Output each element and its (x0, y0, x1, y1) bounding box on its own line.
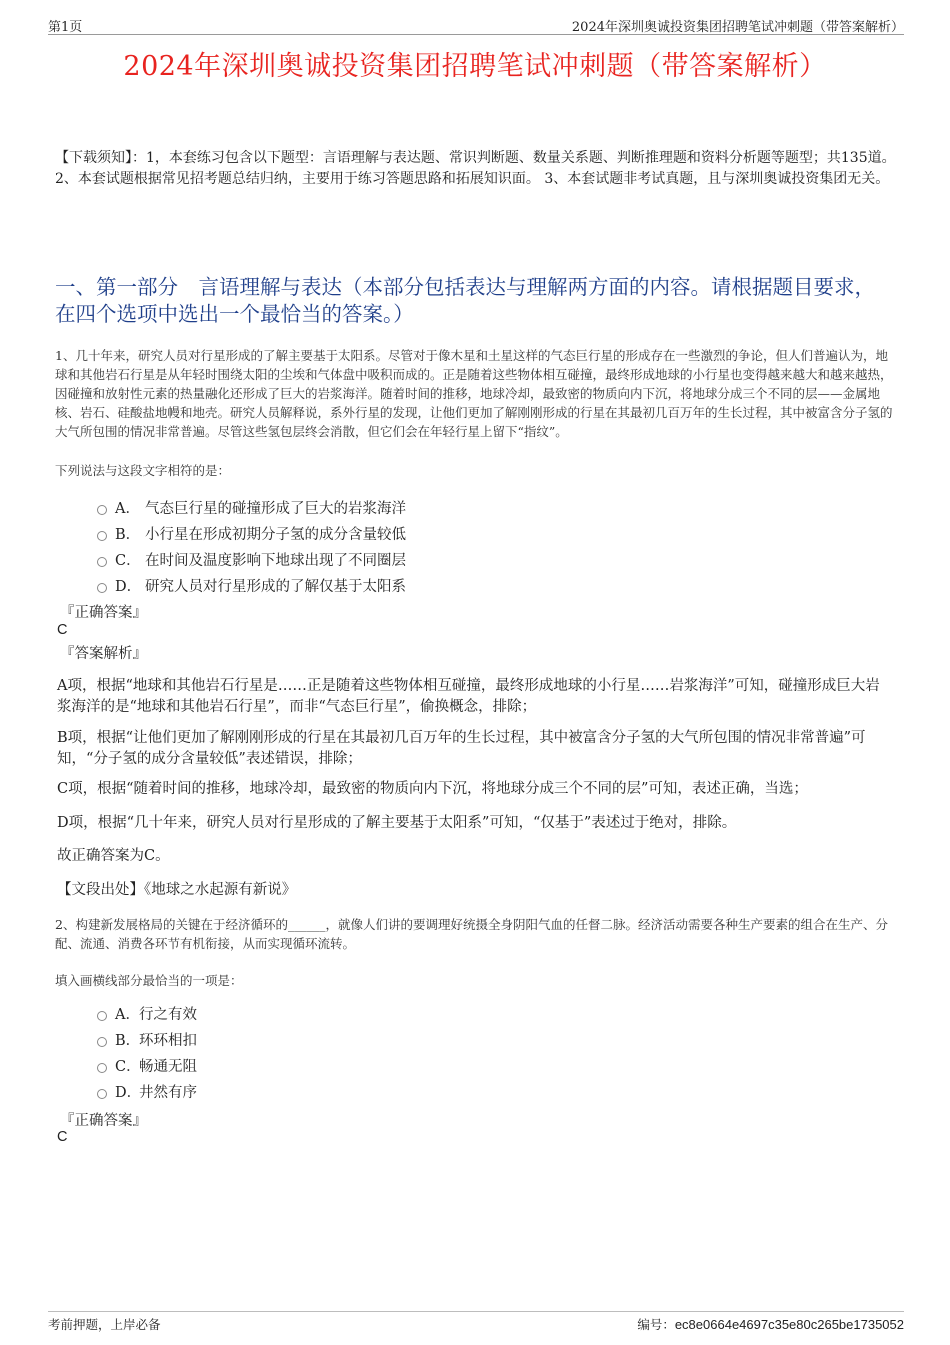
radio-button-icon[interactable] (97, 531, 107, 541)
code-label: 编号： (637, 1317, 675, 1332)
correct-answer: C (57, 622, 68, 638)
option-b[interactable]: B． 环环相扣 (97, 1026, 197, 1052)
radio-button-icon[interactable] (97, 1063, 107, 1073)
radio-button-icon[interactable] (97, 1011, 107, 1021)
option-text: 研究人员对行星形成的了解仅基于太阳系 (145, 578, 406, 595)
option-d[interactable]: D． 井然有序 (97, 1078, 197, 1104)
correct-answer-label: 『正确答案』 (60, 1113, 147, 1129)
option-d[interactable]: D． 研究人员对行星形成的了解仅基于太阳系 (97, 572, 406, 598)
correct-answer: C (57, 1129, 68, 1145)
document-title: 2024年深圳奥诚投资集团招聘笔试冲刺题（带答案解析） (123, 51, 827, 82)
option-text: 井然有序 (139, 1084, 197, 1101)
source-citation: 【文段出处】《地球之水起源有新说》 (57, 882, 297, 898)
question-2-stem: 2、构建新发展格局的关键在于经济循环的______，就像人们讲的要调理好统摄全身阴阳气血的任督二脉。经济活动需要各种生产要素的组合在生产、分配、流通、消费各环节有机衔接，从而实现循环流转。 (55, 917, 888, 951)
correct-answer-label: 『正确答案』 (60, 605, 147, 621)
question-1-options (97, 494, 406, 598)
option-a[interactable]: A． 行之有效 (97, 1000, 197, 1026)
radio-button-icon[interactable] (97, 1089, 107, 1099)
option-text: 行之有效 (139, 1006, 197, 1023)
analysis-b: B项，根据“让他们更加了解刚刚形成的行星在其最初几百万年的生长过程，其中被富含分子氢的大气所包围的情况非常普遍”可知，“分子氢的成分含量较低”表述错误，排除； (57, 730, 866, 767)
analysis-c: C项，根据“随着时间的推移，地球冷却，最致密的物质向内下沉，将地球分成三个不同的层”可知，表述正确，当选； (57, 781, 808, 797)
option-c[interactable]: C． 在时间及温度影响下地球出现了不同圈层 (97, 546, 406, 572)
radio-button-icon[interactable] (97, 505, 107, 515)
header-doc-title: 2024年深圳奥诚投资集团招聘笔试冲刺题（带答案解析） (571, 20, 904, 35)
analysis-label: 『答案解析』 (60, 646, 147, 662)
question-1-stem: 1、几十年来，研究人员对行星形成的了解主要基于太阳系。尽管对于像木星和土星这样的气态巨行星的形成存在一些激烈的争论，但人们普遍认为，地球和其他岩石行星是从年轻时围绕太阳的尘埃和气体盘中吸积而成的。正是随着这些物体相互碰撞，最终形成地球的小行星也变得越来越大和越来越热，因碰撞和放射性元素的热量融化还形成了巨大的岩浆海洋。随着时间的推移，地球冷却，最致密的物质向内下沉，将地球分成三个不同的层——金属地核、岩石、硅酸盐地幔和地壳。研究人员解释说，系外行星的发现，让他们更加了解刚刚形成的行星在其最初几百万年的生长过程，其中被富含分子氢的大气所包围的情况非常普遍。尽管这些氢包层终会消散，但它们会在年轻行星上留下“指纹”。 (55, 348, 893, 439)
code-value: ec8e0664e4697c35e80c265be1735052 (674, 1317, 904, 1332)
document-code (637, 1315, 904, 1333)
option-text: 环环相扣 (139, 1032, 197, 1049)
option-text: 在时间及温度影响下地球出现了不同圈层 (145, 552, 406, 569)
page-footer (48, 1311, 904, 1332)
question-2-options (97, 1000, 197, 1104)
option-c[interactable]: C． 畅通无阻 (97, 1052, 197, 1078)
radio-button-icon[interactable] (97, 1037, 107, 1047)
footer-slogan: 考前押题，上岸必备 (48, 1317, 161, 1332)
download-notice: 【下载须知】：1，本套练习包含以下题型：言语理解与表达题、常识判断题、数量关系题、判断推理题和资料分析题等题型；共135道。 2、本套试题根据常见招考题总结归纳，主要用于练习答题思路和拓展知识面。 3、本套试题非考试真题，且与深圳奥诚投资集团无关。 (55, 150, 896, 187)
analysis-d: D项，根据“几十年来，研究人员对行星形成的了解主要基于太阳系”可知，“仅基于”表述过于绝对，排除。 (57, 815, 737, 831)
analysis-a: A项，根据“地球和其他岩石行星是……正是随着这些物体相互碰撞，最终形成地球的小行星……岩浆海洋”可知，碰撞形成巨大岩浆海洋的是“地球和其他岩石行星”，而非“气态巨行星”，偷换概念，排除； (57, 678, 880, 715)
radio-button-icon[interactable] (97, 557, 107, 567)
option-a[interactable]: A． 气态巨行星的碰撞形成了巨大的岩浆海洋 (97, 494, 406, 520)
question-2-prompt: 填入画横线部分最恰当的一项是： (55, 973, 243, 988)
page-number: 第1页 (48, 20, 83, 35)
radio-button-icon[interactable] (97, 583, 107, 593)
question-1-prompt: 下列说法与这段文字相符的是： (55, 463, 231, 478)
analysis-conclusion: 故正确答案为C。 (57, 848, 170, 864)
option-text: 畅通无阻 (139, 1058, 197, 1075)
option-text: 气态巨行星的碰撞形成了巨大的岩浆海洋 (145, 500, 406, 517)
section-heading: 一、第一部分 言语理解与表达（本部分包括表达与理解两方面的内容。请根据题目要求，在四个选项中选出一个最恰当的答案。） (55, 275, 875, 326)
page-header (48, 14, 904, 35)
option-text: 小行星在形成初期分子氢的成分含量较低 (145, 526, 406, 543)
option-b[interactable]: B． 小行星在形成初期分子氢的成分含量较低 (97, 520, 406, 546)
